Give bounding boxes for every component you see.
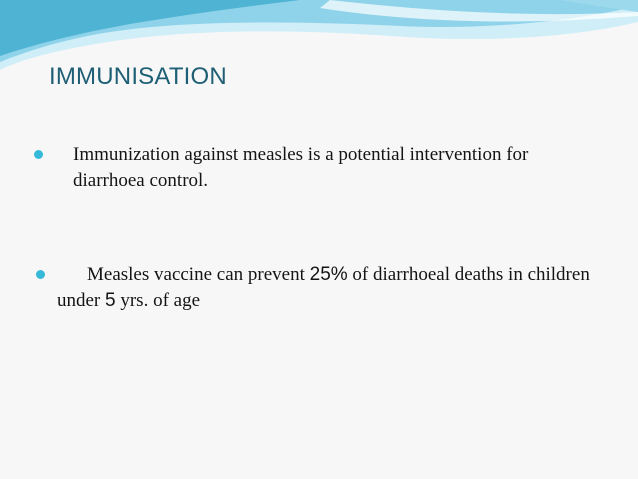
bullet-dot-icon	[36, 270, 45, 279]
bullet-text-2-percent: 25%	[309, 264, 348, 285]
bullet-text-2	[45, 262, 616, 314]
bullet-text-2-part2: of diarrhoeal deaths in children under	[57, 264, 590, 311]
bullet-text-1: Immunization against measles is a potential intervention for diarrhoea control.	[73, 144, 529, 191]
bullet-item-1	[34, 142, 614, 194]
slide-title: IMMUNISATION	[49, 63, 227, 90]
bullet-item-2	[36, 262, 616, 314]
bullet-text-2-age: 5	[105, 290, 116, 311]
bullet-text-2-part1: Measles vaccine can prevent	[87, 264, 310, 285]
bullet-dot-icon	[34, 150, 43, 159]
bullet-text-2-part3: yrs. of age	[115, 290, 201, 311]
